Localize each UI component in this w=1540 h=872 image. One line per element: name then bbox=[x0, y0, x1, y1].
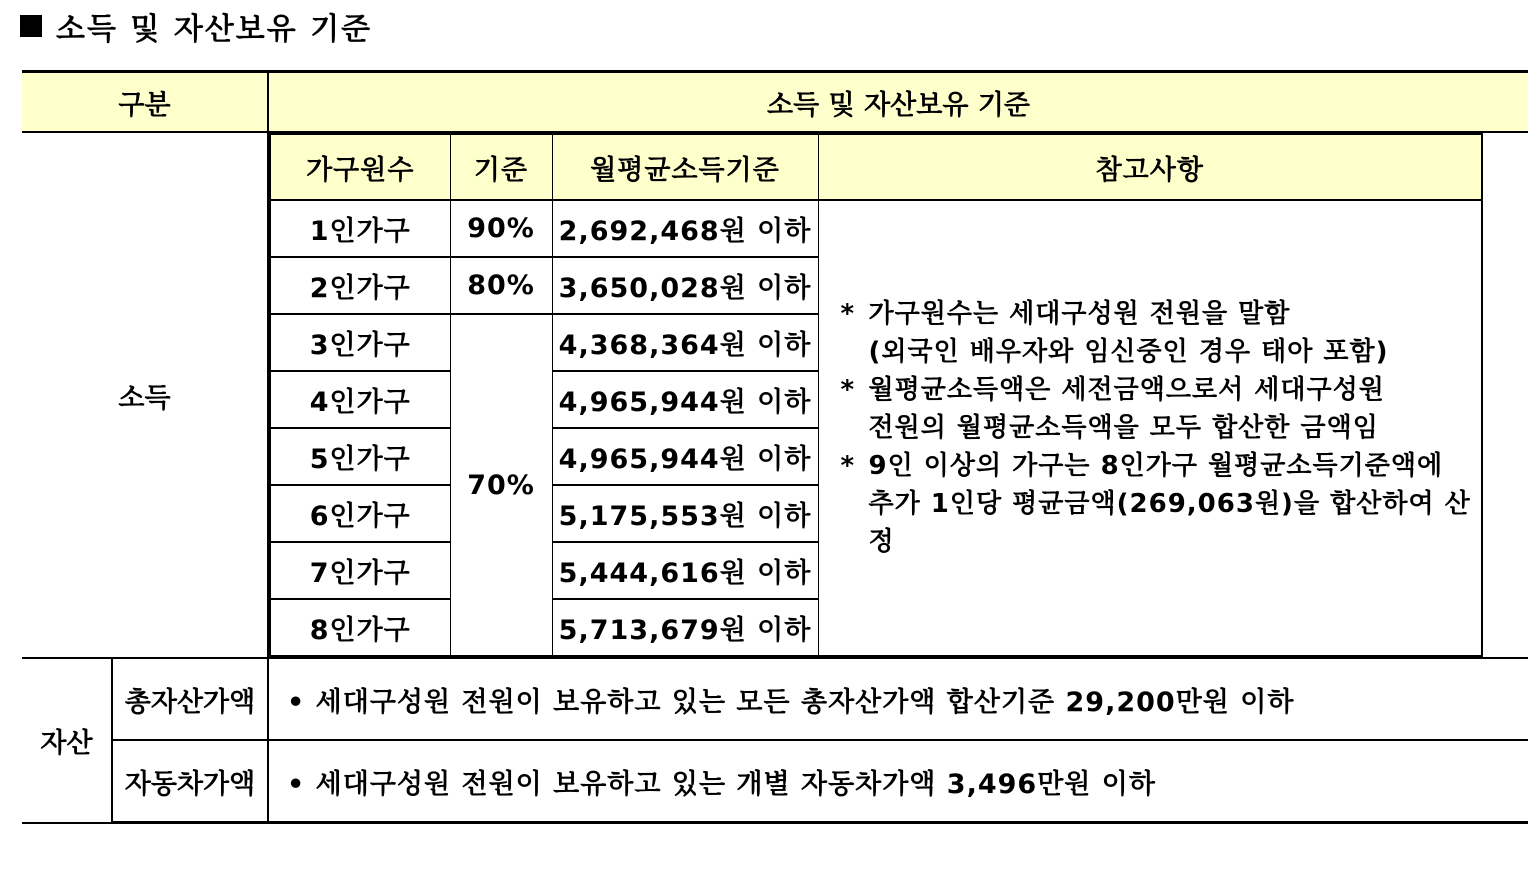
amount-cell: 5,175,553원 이하 bbox=[552, 485, 818, 542]
asset-vehicle-row bbox=[22, 740, 1528, 823]
total-assets-label: 총자산가액 bbox=[112, 658, 268, 740]
note-item bbox=[841, 371, 1482, 447]
income-label: 소득 bbox=[22, 132, 268, 658]
header-criteria: 소득 및 자산보유 기준 bbox=[268, 72, 1528, 133]
asset-label: 자산 bbox=[22, 658, 112, 823]
household-cell: 4인가구 bbox=[270, 371, 450, 428]
col-amount: 월평균소득기준 bbox=[552, 134, 818, 200]
amount-cell: 3,650,028원 이하 bbox=[552, 257, 818, 314]
amount-cell: 2,692,468원 이하 bbox=[552, 200, 818, 257]
asterisk-icon: * bbox=[840, 299, 856, 329]
note-line: (외국인 배우자와 임신중인 경우 태아 포함) bbox=[868, 337, 1389, 367]
table-row bbox=[270, 200, 1482, 257]
col-notes: 참고사항 bbox=[818, 134, 1482, 200]
note-line: 전원의 월평균소득액을 모두 합산한 금액임 bbox=[868, 413, 1379, 443]
vehicle-label: 자동차가액 bbox=[112, 740, 268, 823]
amount-cell: 4,368,364원 이하 bbox=[552, 314, 818, 371]
household-cell: 6인가구 bbox=[270, 485, 450, 542]
rate-cell: 90% bbox=[450, 200, 552, 257]
asterisk-icon: * bbox=[840, 451, 856, 481]
notes-cell bbox=[818, 200, 1482, 656]
amount-cell: 5,713,679원 이하 bbox=[552, 599, 818, 656]
col-rate: 기준 bbox=[450, 134, 552, 200]
note-line: 9인 이상의 가구는 8인가구 월평균소득기준액에 bbox=[868, 451, 1444, 481]
household-cell: 7인가구 bbox=[270, 542, 450, 599]
income-row bbox=[22, 132, 1528, 658]
col-household: 가구원수 bbox=[270, 134, 450, 200]
household-cell: 5인가구 bbox=[270, 428, 450, 485]
note-line: 가구원수는 세대구성원 전원을 말함 bbox=[868, 299, 1291, 329]
income-detail-cell bbox=[268, 132, 1528, 658]
household-cell: 3인가구 bbox=[270, 314, 450, 371]
amount-cell: 4,965,944원 이하 bbox=[552, 371, 818, 428]
section-heading bbox=[20, 6, 372, 46]
note-line: 추가 1인당 평균금액(269,063원)을 합산하여 산정 bbox=[868, 489, 1471, 557]
asset-total-row bbox=[22, 658, 1528, 740]
household-cell: 8인가구 bbox=[270, 599, 450, 656]
note-item bbox=[841, 447, 1482, 561]
outer-header-row bbox=[22, 72, 1528, 133]
criteria-table bbox=[22, 70, 1528, 824]
section-title: 소득 및 자산보유 기준 bbox=[56, 12, 373, 47]
square-bullet-icon bbox=[20, 15, 42, 37]
rate-cell: 80% bbox=[450, 257, 552, 314]
household-cell: 1인가구 bbox=[270, 200, 450, 257]
vehicle-text: • 세대구성원 전원이 보유하고 있는 개별 자동차가액 3,496만원 이하 bbox=[268, 740, 1528, 823]
amount-cell: 5,444,616원 이하 bbox=[552, 542, 818, 599]
note-item bbox=[841, 295, 1482, 371]
amount-cell: 4,965,944원 이하 bbox=[552, 428, 818, 485]
household-cell: 2인가구 bbox=[270, 257, 450, 314]
total-assets-text: • 세대구성원 전원이 보유하고 있는 모든 총자산가액 합산기준 29,200만원 이하 bbox=[268, 658, 1528, 740]
income-table bbox=[269, 133, 1483, 657]
income-header-row bbox=[270, 134, 1482, 200]
rate-cell: 70% bbox=[450, 314, 552, 656]
note-line: 월평균소득액은 세전금액으로서 세대구성원 bbox=[868, 375, 1385, 405]
asterisk-icon: * bbox=[840, 375, 856, 405]
header-category: 구분 bbox=[22, 72, 268, 133]
